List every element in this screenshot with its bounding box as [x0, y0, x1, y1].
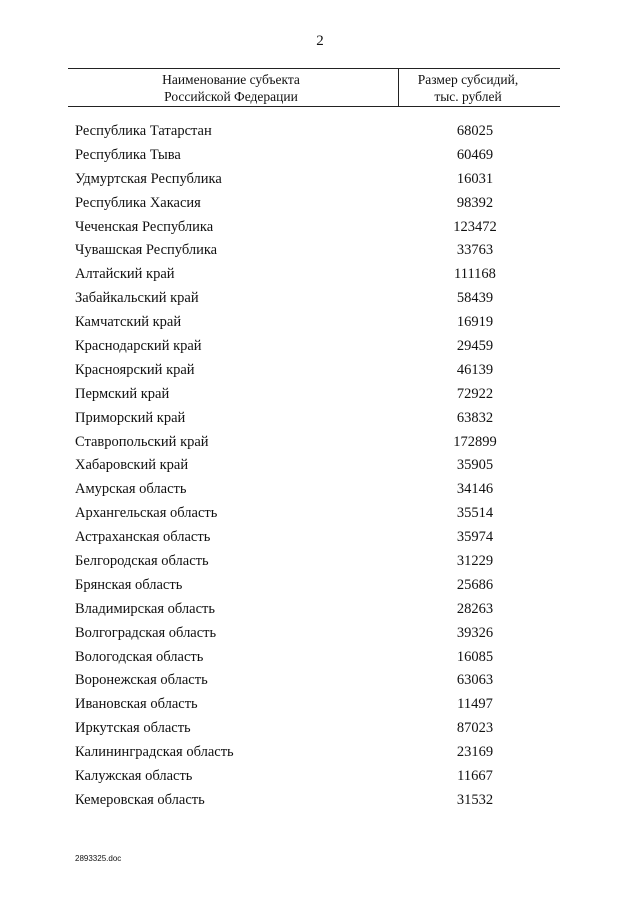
header-amount-column — [388, 71, 548, 105]
table-row — [0, 550, 640, 574]
region-name: Ивановская область — [75, 696, 198, 713]
subsidy-amount: 23169 — [456, 744, 494, 761]
header-region-line2: Российской Федерации — [164, 89, 298, 104]
subsidy-table-body — [0, 120, 640, 813]
table-header — [68, 68, 560, 107]
table-row — [0, 263, 640, 287]
subsidy-amount: 11667 — [457, 768, 493, 785]
region-name: Удмуртская Республика — [75, 170, 222, 187]
table-row — [0, 717, 640, 741]
document-filename: 2893325.doc — [75, 854, 122, 863]
subsidy-amount: 63832 — [456, 409, 494, 426]
table-row — [0, 478, 640, 502]
region-name: Владимирская область — [75, 600, 215, 617]
page-number: 2 — [316, 33, 324, 49]
table-row — [0, 407, 640, 431]
table-row — [0, 598, 640, 622]
table-row — [0, 454, 640, 478]
header-region-line1: Наименование субъекта — [162, 72, 300, 87]
region-name: Астраханская область — [75, 529, 211, 546]
region-name: Ставропольский край — [75, 433, 209, 450]
region-name: Приморский край — [75, 409, 186, 426]
table-row — [0, 359, 640, 383]
region-name: Республика Тыва — [75, 146, 181, 163]
subsidy-amount: 60469 — [456, 146, 494, 163]
subsidy-amount: 25686 — [456, 576, 494, 593]
region-name: Алтайский край — [75, 266, 175, 283]
table-row — [0, 192, 640, 216]
subsidy-amount: 31229 — [456, 553, 494, 570]
table-row — [0, 502, 640, 526]
table-row — [0, 646, 640, 670]
table-row — [0, 287, 640, 311]
region-name: Калининградская область — [75, 744, 234, 761]
table-row — [0, 693, 640, 717]
header-region-column — [108, 71, 354, 105]
subsidy-amount: 172899 — [453, 433, 497, 450]
header-amount-line2: тыс. рублей — [434, 89, 502, 104]
region-name: Чеченская Республика — [75, 218, 214, 235]
region-name: Вологодская область — [75, 648, 204, 665]
region-name: Архангельская область — [75, 505, 218, 522]
region-name: Пермский край — [75, 385, 170, 402]
region-name: Иркутская область — [75, 720, 191, 737]
table-row — [0, 526, 640, 550]
subsidy-amount: 33763 — [456, 242, 494, 259]
subsidy-amount: 31532 — [456, 791, 494, 808]
region-name: Камчатский край — [75, 314, 182, 331]
table-row — [0, 120, 640, 144]
region-name: Красноярский край — [75, 361, 195, 378]
region-name: Забайкальский край — [75, 290, 199, 307]
region-name: Амурская область — [75, 481, 187, 498]
subsidy-amount: 28263 — [456, 600, 494, 617]
table-row — [0, 311, 640, 335]
subsidy-amount: 63063 — [456, 672, 494, 689]
subsidy-amount: 123472 — [453, 218, 497, 235]
subsidy-amount: 111168 — [454, 266, 496, 283]
region-name: Белгородская область — [75, 553, 209, 570]
table-row — [0, 383, 640, 407]
subsidy-amount: 11497 — [457, 696, 493, 713]
table-row — [0, 574, 640, 598]
region-name: Хабаровский край — [75, 457, 189, 474]
region-name: Брянская область — [75, 576, 183, 593]
region-name: Волгоградская область — [75, 624, 217, 641]
subsidy-amount: 68025 — [456, 123, 494, 139]
region-name: Республика Хакасия — [75, 194, 201, 211]
subsidy-amount: 46139 — [456, 361, 494, 378]
subsidy-amount: 35905 — [456, 457, 494, 474]
subsidy-amount: 35514 — [456, 505, 494, 522]
subsidy-amount: 16919 — [456, 314, 494, 331]
table-row — [0, 741, 640, 765]
subsidy-amount: 35974 — [456, 529, 494, 546]
subsidy-amount: 16085 — [456, 648, 494, 665]
subsidy-amount: 16031 — [456, 170, 494, 187]
table-row — [0, 622, 640, 646]
subsidy-amount: 98392 — [456, 194, 494, 211]
table-row — [0, 335, 640, 359]
table-row — [0, 669, 640, 693]
table-row — [0, 144, 640, 168]
region-name: Чувашская Республика — [75, 242, 218, 259]
table-row — [0, 789, 640, 813]
subsidy-amount: 58439 — [456, 290, 494, 307]
subsidy-amount: 29459 — [456, 338, 494, 355]
subsidy-amount: 34146 — [456, 481, 494, 498]
table-row — [0, 431, 640, 455]
region-name: Республика Татарстан — [75, 123, 212, 139]
table-row — [0, 765, 640, 789]
table-row — [0, 239, 640, 263]
region-name: Кемеровская область — [75, 791, 205, 808]
subsidy-amount: 39326 — [456, 624, 494, 641]
subsidy-amount: 72922 — [456, 385, 494, 402]
region-name: Воронежская область — [75, 672, 208, 689]
region-name: Калужская область — [75, 768, 193, 785]
region-name: Краснодарский край — [75, 338, 202, 355]
table-row — [0, 168, 640, 192]
subsidy-amount: 87023 — [456, 720, 494, 737]
table-row — [0, 216, 640, 240]
header-amount-line1: Размер субсидий, — [417, 72, 519, 87]
